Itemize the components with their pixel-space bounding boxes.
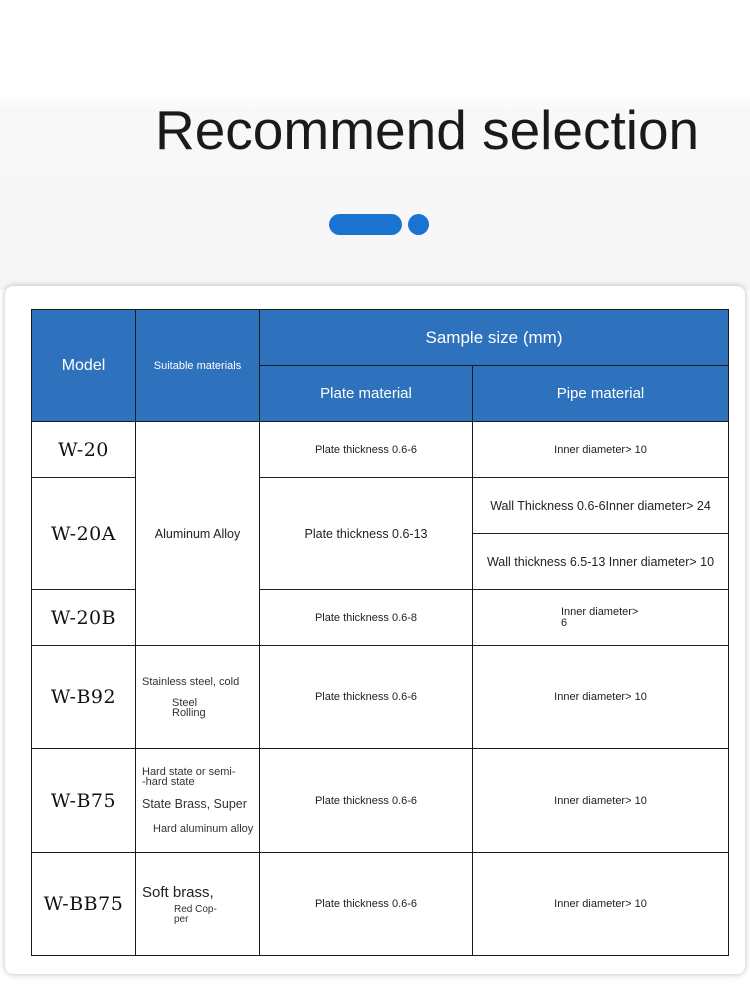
material-cell [136, 853, 260, 956]
material-line: State Brass, Super [142, 796, 247, 811]
material-line: Hard state or semi- [142, 765, 236, 778]
header-materials: Suitable materials [136, 310, 260, 422]
header-plate: Plate material [260, 366, 473, 422]
material-line: Steel [172, 697, 198, 709]
material-line: Hard aluminum alloy [153, 822, 254, 835]
pipe-cell: Wall thickness 6.5-13 Inner diameter> 10 [473, 534, 729, 590]
model-cell: W-20B [32, 590, 136, 646]
pipe-line: Inner diameter> [561, 605, 639, 618]
material-line: Soft brass, [142, 883, 214, 901]
table-row [32, 853, 729, 956]
model-cell: W-BB75 [32, 853, 136, 956]
model-cell: W-B92 [32, 646, 136, 749]
material-cell [136, 749, 260, 853]
pipe-cell: Inner diameter> 10 [473, 646, 729, 749]
pipe-cell [473, 590, 729, 646]
header-sample-size: Sample size (mm) [260, 310, 729, 366]
decor-pill [329, 214, 402, 235]
model-cell: W-20 [32, 422, 136, 478]
pipe-cell: Inner diameter> 10 [473, 853, 729, 956]
table-row [32, 646, 729, 749]
pipe-cell: Wall Thickness 0.6-6Inner diameter> 24 [473, 478, 729, 534]
material-line: -hard state [142, 775, 195, 788]
table-row [32, 749, 729, 853]
header-pipe: Pipe material [473, 366, 729, 422]
plate-cell: Plate thickness 0.6-13 [260, 478, 473, 590]
material-line: Red Cop- [174, 903, 217, 915]
material-line: per [174, 913, 189, 925]
material-cell [136, 646, 260, 749]
table-row [32, 422, 729, 478]
decor-dot [408, 214, 429, 235]
material-line: Stainless steel, cold [142, 676, 240, 688]
hero-section [0, 0, 750, 290]
model-cell: W-20A [32, 478, 136, 590]
pipe-cell: Inner diameter> 10 [473, 749, 729, 853]
pipe-line: 6 [561, 616, 568, 629]
plate-cell: Plate thickness 0.6-8 [260, 590, 473, 646]
plate-cell: Plate thickness 0.6-6 [260, 749, 473, 853]
plate-cell: Plate thickness 0.6-6 [260, 422, 473, 478]
material-cell-shared: Aluminum Alloy [136, 422, 260, 646]
plate-cell: Plate thickness 0.6-6 [260, 646, 473, 749]
material-line: Rolling [172, 707, 206, 719]
spec-table [31, 309, 729, 956]
pipe-cell: Inner diameter> 10 [473, 422, 729, 478]
page-title: Recommend selection [155, 99, 700, 161]
header-model: Model [32, 310, 136, 422]
plate-cell: Plate thickness 0.6-6 [260, 853, 473, 956]
model-cell: W-B75 [32, 749, 136, 853]
